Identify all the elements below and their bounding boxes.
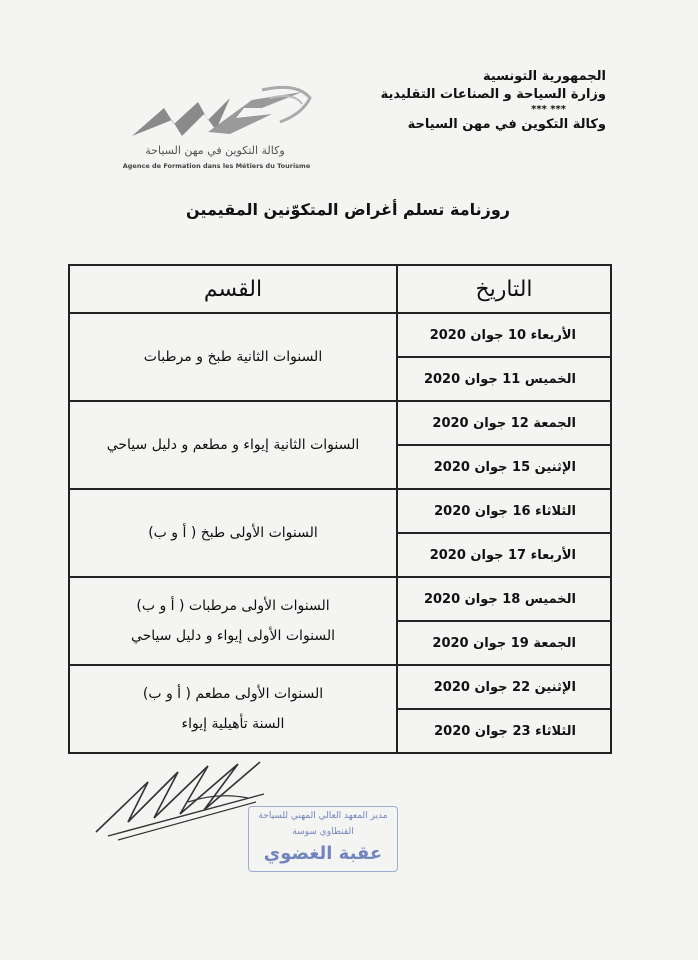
agency-line: وكالة التكوين في مهن السياحة — [407, 117, 606, 132]
section-text: السنوات الأولى طبخ ( أ و ب) — [148, 525, 318, 541]
date-cell: الثلاثاء 23 جوان 2020 — [397, 709, 611, 753]
table-header-row — [69, 265, 611, 313]
logo-mark-icon — [112, 84, 317, 148]
section-text: السنة تأهيلية إيواء — [181, 716, 285, 732]
date-cell: الجمعة 19 جوان 2020 — [397, 621, 611, 665]
header-date: التاريخ — [397, 265, 611, 313]
stamp-name: عقبة الغضوي — [263, 843, 383, 864]
section-text: السنوات الأولى إيواء و دليل سياحي — [130, 628, 336, 644]
schedule-table — [68, 264, 612, 754]
table-row — [69, 313, 611, 357]
section-cell — [69, 577, 397, 665]
stamp-title: مدير المعهد العالي المهني للسياحة — [258, 811, 388, 821]
header-section: القسم — [69, 265, 397, 313]
ministry-line: وزارة السياحة و الصناعات التقليدية — [380, 87, 606, 102]
date-cell: الجمعة 12 جوان 2020 — [397, 401, 611, 445]
page-title: روزنامة تسلم أغراض المتكوّنين المقيمين — [186, 200, 510, 219]
section-cell — [69, 665, 397, 753]
table-row — [69, 577, 611, 621]
separator-stars: *** *** — [531, 104, 566, 115]
official-stamp — [248, 806, 398, 872]
logo-french-name: Agence de Formation dans les Métiers du Tourisme — [122, 162, 311, 170]
table-row — [69, 401, 611, 445]
section-text: السنوات الثانية طبخ و مرطبات — [143, 349, 323, 365]
logo-arabic-name: وكالة التكوين في مهن السياحة — [145, 144, 285, 157]
section-cell — [69, 489, 397, 577]
date-cell: الإثنين 22 جوان 2020 — [397, 665, 611, 709]
section-cell — [69, 401, 397, 489]
date-cell: الأربعاء 17 جوان 2020 — [397, 533, 611, 577]
date-cell: الأربعاء 10 جوان 2020 — [397, 313, 611, 357]
stamp-location: القنطاوي سوسة — [292, 827, 354, 837]
section-cell — [69, 313, 397, 401]
table-row — [69, 665, 611, 709]
table-row — [69, 489, 611, 533]
date-cell: الثلاثاء 16 جوان 2020 — [397, 489, 611, 533]
date-cell: الخميس 11 جوان 2020 — [397, 357, 611, 401]
agency-logo — [112, 84, 317, 180]
date-cell: الخميس 18 جوان 2020 — [397, 577, 611, 621]
section-text: السنوات الأولى مرطبات ( أ و ب) — [136, 598, 330, 614]
section-text: السنوات الأولى مطعم ( أ و ب) — [142, 686, 324, 702]
republic-line: الجمهورية التونسية — [482, 69, 606, 84]
ministry-header — [381, 68, 606, 134]
section-text: السنوات الثانية إيواء و مطعم و دليل سياحي — [106, 437, 360, 453]
date-cell: الإثنين 15 جوان 2020 — [397, 445, 611, 489]
